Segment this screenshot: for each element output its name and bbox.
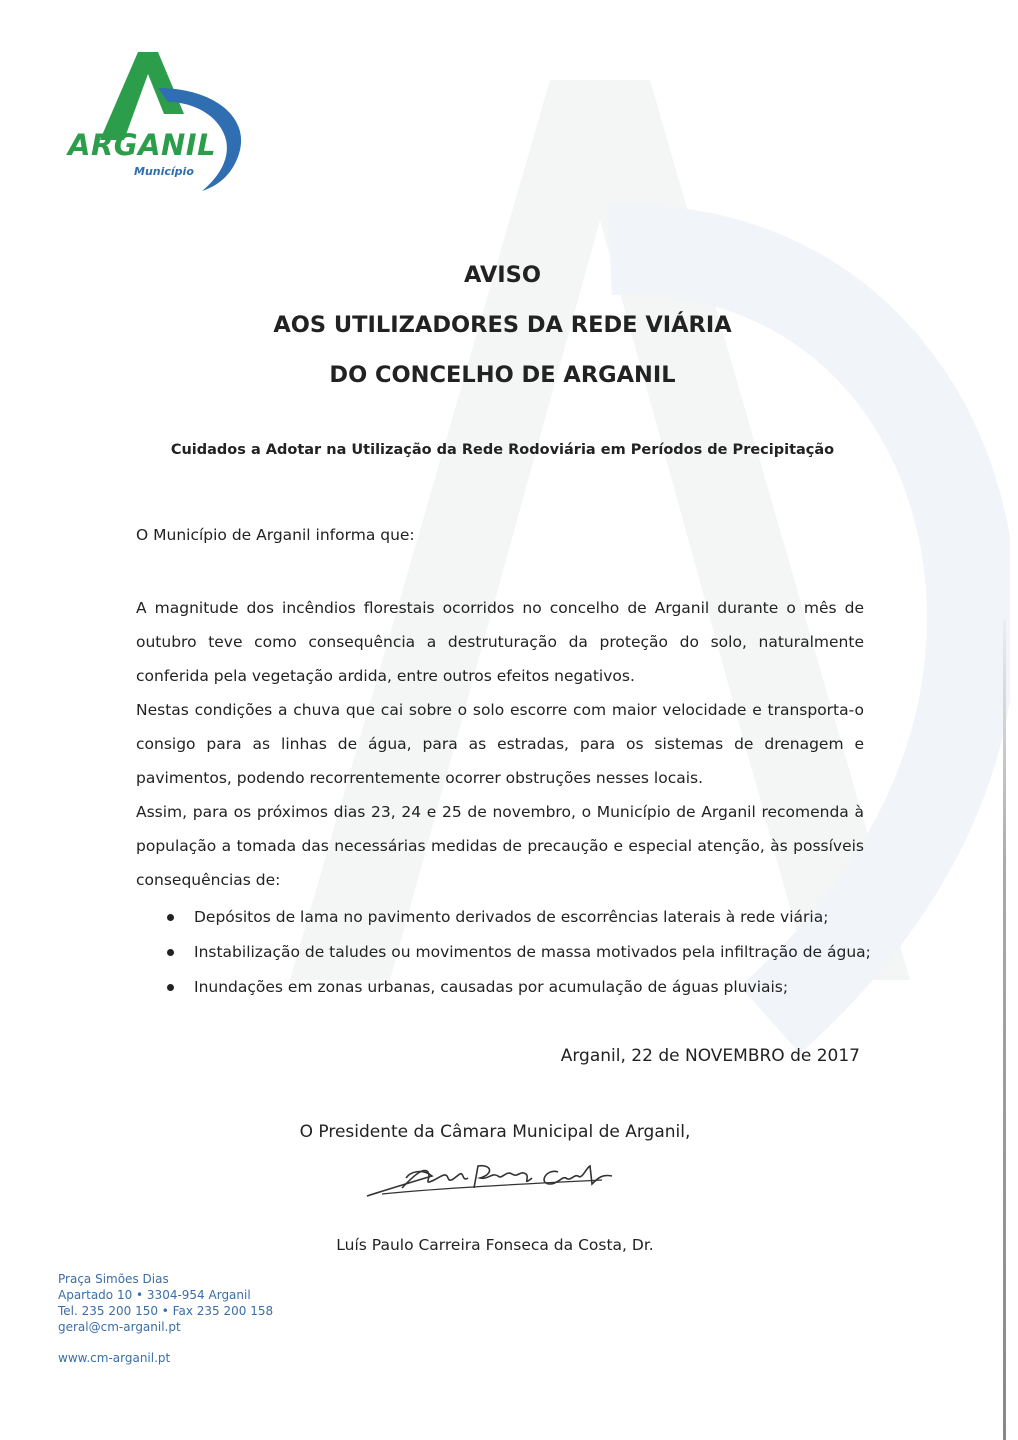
list-item: Inundações em zonas urbanas, causadas por acumulação de águas pluviais; — [160, 972, 880, 1007]
list-item: Instabilização de taludes ou movimentos de massa motivados pela infiltração de água; — [160, 937, 880, 972]
scan-edge — [1003, 620, 1006, 1440]
heading-line-1: AVISO — [463, 262, 541, 288]
signature-icon — [362, 1158, 622, 1203]
footer-website: www.cm-arganil.pt — [58, 1351, 171, 1365]
paragraph-2: Nestas condições a chuva que cai sobre o solo escorre com maior velocidade e transporta-o consigo para as linhas de água, para as estradas, para os sistemas de drenagem e pavimentos, podendo recorrentemente ocorrer obstruções nesses locais. — [136, 701, 864, 787]
paragraph-3: Assim, para os próximos dias 23, 24 e 25 de novembro, o Município de Arganil recomenda à população a tomada das necessárias medidas de precaução e especial atenção, às possíveis consequências de: — [136, 803, 864, 889]
footer-email: geral@cm-arganil.pt — [58, 1320, 181, 1334]
footer-address-line-2: Apartado 10 • 3304-954 Arganil — [58, 1288, 251, 1302]
paragraph-1: A magnitude dos incêndios florestais ocorridos no concelho de Arganil durante o mês de outubro teve como consequência a destruturação da proteção do solo, naturalmente conferida pela vegetação ardida, entre outros efeitos negativos. — [136, 599, 864, 685]
footer-contact — [58, 1271, 318, 1366]
municipality-logo — [60, 48, 250, 198]
logo-wordmark: ARGANIL — [68, 128, 217, 162]
heading-line-3: DO CONCELHO DE ARGANIL — [329, 362, 676, 388]
notice-heading — [0, 258, 1005, 408]
footer-address-line-1: Praça Simões Dias — [58, 1272, 169, 1286]
list-item: Depósitos de lama no pavimento derivados de escorrências laterais à rede viária; — [160, 902, 880, 937]
intro-text: O Município de Arganil informa que: — [136, 526, 415, 544]
consequences-list — [160, 902, 880, 1007]
footer-phone: Tel. 235 200 150 • Fax 235 200 158 — [58, 1304, 274, 1318]
president-title: O Presidente da Câmara Municipal de Arganil, — [299, 1122, 691, 1142]
date-line: Arganil, 22 de NOVEMBRO de 2017 — [560, 1046, 860, 1066]
notice-subtitle: Cuidados a Adotar na Utilização da Rede Rodoviária em Períodos de Precipitação — [170, 442, 835, 458]
logo-subtitle: Município — [134, 165, 194, 178]
heading-line-2: AOS UTILIZADORES DA REDE VIÁRIA — [273, 312, 732, 338]
signer-name: Luís Paulo Carreira Fonseca da Costa, Dr. — [336, 1236, 654, 1254]
body-paragraphs — [136, 591, 864, 897]
